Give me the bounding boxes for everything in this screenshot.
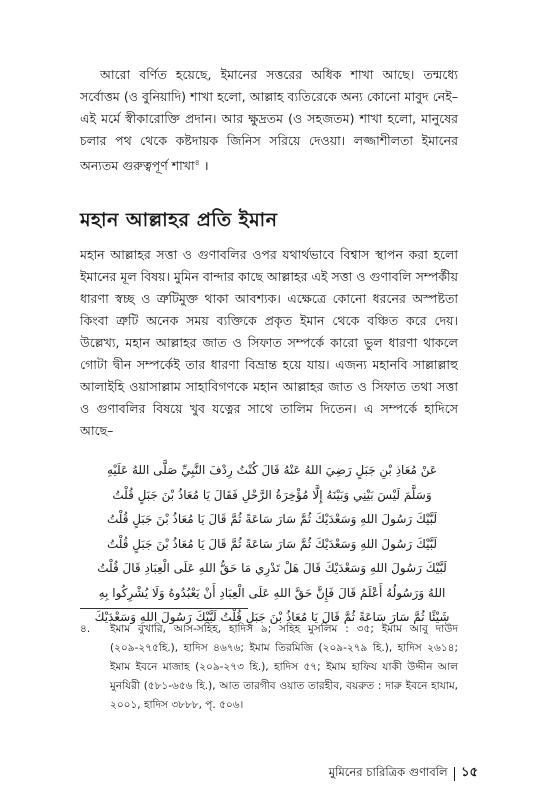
arabic-line: لَبَّيْكَ رَسُولَ اللهِ وَسَعْدَيْكَ ثُمَّ سَارَ سَاعَةً ثُمَّ قَالَ يَا مُعَاذُ بْنَ جَبَلٍ قُلْتُ — [106, 536, 438, 551]
hadith-arabic — [92, 458, 452, 630]
intro-end: । — [203, 158, 209, 174]
arabic-line: شَيْئًا ثُمَّ سَارَ سَاعَةً ثُمَّ قَالَ يَا مُعَاذُ بْنَ جَبَلٍ قُلْتُ لَبَّيْكَ رَسُولَ اللهِ وَسَعْدَيْكَ — [94, 610, 450, 624]
intro-text: আরো বর্ণিত হয়েছে, ইমানের সত্তরের অধিক শাখা আছে। তন্মধ্যে সর্বোত্তম (ও বুনিয়াদি) শাখা হলো, আল্লাহ ব্যতিরেকে অন্য কোনো মাবুদ নেই–এই মর্মে স্বীকারোক্তি প্রদান। আর ক্ষুদ্রতম (ও সহজতম) শাখা হলো, মানুষের চলার পথ থেকে কষ্টদায়ক জিনিস সরিয়ে দেওয়া। লজ্জাশীলতা ইমানের অন্যতম গুরুত্বপূর্ণ শাখা — [80, 67, 458, 174]
arabic-line: عَنْ مُعَاذِ بْنِ جَبَلٍ رَضِيَ اللهُ عَنْهُ قَالَ كُنْتُ رِدْفَ النَّبِيِّ صَلَّى اللهُ عَلَيْهِ — [106, 463, 438, 477]
footnote-text: ইমাম বুখারি, আস-সহিহ, হাদিস ৯; সহিহ মুসলিম : ৩৫; ইমাম আবু দাউদ (২০৯-২৭৫হি.), হাদিস ৪৬৭৬; ইমাম তিরমিজি (২০৯-২৭৯ হি.), হাদিস ২৬১৪; ইমাম ইবনে মাজাহ (২০৯-২৭৩ হি.), হাদিস ৫৭; ইমাম হাফিয যাকী উদ্দীন আল মুনযিরী (৫৮১-৬৫৬ হি.), আত তারগীব ওয়াত তারহীব, বয়রুত : দারু ইবনে হাযাম, ২০০১, হাদিস ৩৮৮৮, পৃ. ৫০৬। — [110, 623, 458, 711]
section-heading: মহান আল্লাহর প্রতি ইমান — [80, 209, 278, 231]
footnote-number: ৪. — [80, 623, 91, 635]
footnote-divider — [80, 608, 248, 609]
arabic-line: اللهُ وَرَسُولُهُ أَعْلَمُ قَالَ فَإِنَّ حَقَّ اللهِ عَلَى الْعِبَادِ أَنْ يَعْبُدُوهُ وَلَا يُشْرِكُوا بِهِ — [98, 585, 446, 600]
running-title: মুমিনের চারিত্রিক গুণাবলি — [328, 765, 448, 779]
footnote-marker: ৪ — [194, 158, 200, 167]
arabic-line: لَبَّيْكَ رَسُولَ اللهِ وَسَعْدَيْكَ قَالَ هَلْ تَدْرِي مَا حَقُّ اللهِ عَلَى الْعِبَادِ قَالَ قُلْتُ — [97, 561, 447, 575]
page-number: ১৫ — [461, 765, 478, 780]
arabic-line: لَبَّيْكَ رَسُولَ اللهِ وَسَعْدَيْكَ ثُمَّ سَارَ سَاعَةً ثُمَّ قَالَ يَا مُعَاذُ بْنَ جَبَلٍ قُلْتُ — [106, 512, 438, 526]
body-text: মহান আল্লাহর সত্তা ও গুণাবলির ওপর যথার্থভাবে বিশ্বাস স্থাপন করা হলো ইমানের মূল বিষয়। মুমিন বান্দার কাছে আল্লাহর এই সত্তা ও গুণাবলি সম্পর্কীয় ধারণা স্বচ্ছ ও ত্রুটিমুক্ত থাকা আবশ্যক। এক্ষেত্রে কোনো ধরনের অস্পষ্টতা কিংবা ত্রুটি অনেক সময় ব্যক্তিকে প্রকৃত ইমান থেকে বঞ্চিত করে দেয়। উল্লেখ্য, মহান আল্লাহর জাত ও সিফাত সম্পর্কে কারো ভুল ধারণা থাকলে গোটা দ্বীন সম্পর্কেই তার ধারণা বিভ্রান্ত হয়ে যায়। এজন্য মহানবি সাল্লাল্লাহু আলাইহি ওয়াসাল্লাম সাহাবিগণকে মহান আল্লাহর জাত ও সিফাত তথা সত্তা ও গুণাবলির বিষয়ে খুব যত্নের সাথে তালিম দিতেন। এ সম্পর্কে হাদিসে আছে– — [80, 247, 458, 438]
page-footer — [329, 763, 478, 784]
footer-separator — [454, 767, 456, 781]
body-paragraph — [80, 244, 458, 442]
arabic-line: وَسَلَّمَ لَيْسَ بَيْنِي وَبَيْنَهُ إِلَّا مُؤْخِرَةُ الرَّحْلِ فَقَالَ يَا مُعَاذُ بْنَ جَبَلٍ قُلْتُ — [112, 487, 432, 502]
intro-paragraph — [80, 64, 458, 177]
